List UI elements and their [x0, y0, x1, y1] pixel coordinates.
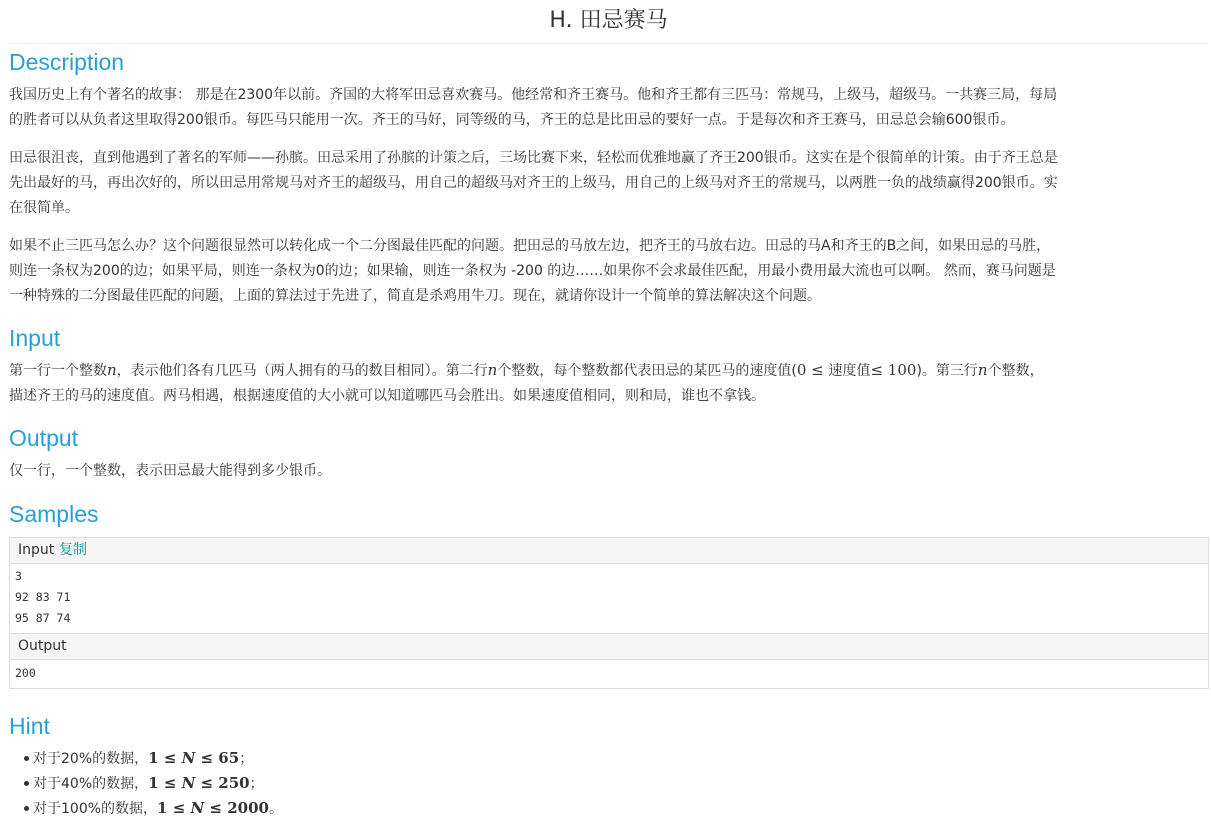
samples-panel [9, 537, 1209, 689]
description-p3-line-1: 如果不止三匹马怎么办？这个问题很显然可以转化成一个二分图最佳匹配的问题。把田忌的马放左边，把齐王的马放右边。田忌的马A和齐王的B之间，如果田忌的马胜， [9, 238, 1051, 254]
input-text-d: )。第三行 [916, 363, 978, 379]
sample-output-header [10, 633, 1208, 660]
math-zero: 0 ≤ [796, 361, 829, 379]
description-p2-line-1: 田忌很沮丧，直到他遇到了著名的军师——孙膑。田忌采用了孙膑的计策之后，三场比赛下来，轻松而优雅地赢了齐王200银币。这实在是个很简单的计策。由于齐王总是 [9, 150, 1058, 166]
samples-heading: Samples [9, 501, 99, 527]
bullet-icon [24, 781, 29, 786]
description-p1-line-1: 我国历史上有个著名的故事： 那是在2300年以前。齐国的大将军田忌喜欢赛马。他经常和齐王赛马。他和齐王都有三匹马：常规马，上级马，超级马。一共赛三局，每局 [9, 87, 1058, 103]
hint-math: ≤ 2000 [204, 799, 269, 817]
hint-math: ≤ 250 [195, 774, 250, 792]
hint-math: 1 ≤ [148, 774, 182, 792]
sample-output-line: 200 [15, 666, 36, 680]
hint-heading: Hint [9, 713, 50, 739]
output-heading: Output [9, 425, 79, 451]
sample-input-line: 3 [15, 569, 22, 583]
hint-math: ≤ 65 [195, 749, 240, 767]
math-n: n [107, 361, 117, 379]
hint-math: 1 ≤ [157, 799, 191, 817]
hint-math-var: N [190, 799, 205, 817]
hint-text: 对于40%的数据， [33, 776, 149, 792]
description-heading: Description [9, 49, 125, 75]
title-divider [9, 43, 1209, 44]
hint-math-var: N [181, 749, 196, 767]
input-text-b: ，表示他们各有几匹马（两人拥有的马的数目相同）。第二行 [116, 363, 488, 379]
description-p3-line-2: 则连一条权为200的边；如果平局，则连一条权为0的边；如果输，则连一条权为 -200 的边……如果你不会求最佳匹配，用最小费用最大流也可以啊。 然而，赛马问题是 [9, 263, 1056, 279]
hint-punct: ； [249, 776, 264, 792]
description-paragraph-3 [9, 234, 1209, 309]
description-p3-line-3: 一种特殊的二分图最佳匹配的问题，上面的算法过于先进了，简直是杀鸡用牛刀。现在，就请你设计一个简单的算法解决这个问题。 [9, 288, 821, 304]
description-p2-line-3: 在很简单。 [9, 200, 79, 216]
sample-input-label: Input [18, 542, 55, 558]
sample-input-line: 92 83 71 [15, 590, 71, 604]
description-p2-line-2: 先出最好的马，再出次好的，所以田忌用常规马对齐王的超级马，用自己的超级马对齐王的上级马，用自己的上级马对齐王的常规马，以两胜一负的战绩赢得200银币。实 [9, 175, 1058, 191]
hint-list [9, 746, 283, 821]
hint-text: 对于20%的数据， [33, 751, 149, 767]
description-paragraph-2 [9, 146, 1209, 221]
description-paragraph-1 [9, 83, 1209, 133]
description-p1-line-2: 的胜者可以从负者这里取得200银币。每匹马只能用一次。齐王的马好，同等级的马，齐王的总是比田忌的要好一点。于是每次和齐王赛马，田忌总会输600银币。 [9, 112, 1015, 128]
math-n: n [487, 361, 498, 379]
bullet-icon [24, 756, 29, 761]
input-text-speed: 速度值 [828, 363, 871, 379]
page-title: H. 田忌赛马 [549, 8, 668, 33]
bullet-icon [24, 806, 29, 811]
math-le-100: ≤ 100 [870, 361, 917, 379]
input-description [9, 358, 1209, 409]
sample-output-content[interactable] [15, 663, 36, 684]
input-text-a: 第一行一个整数 [9, 363, 107, 379]
copy-button[interactable]: 复制 [59, 542, 87, 558]
hint-math-var: N [181, 774, 196, 792]
hint-item [9, 796, 283, 821]
input-heading: Input [9, 325, 61, 351]
input-text-c: 个整数，每个整数都代表田忌的某匹马的速度值( [497, 363, 797, 379]
hint-punct: ； [239, 751, 254, 767]
hint-punct: 。 [268, 801, 283, 817]
input-description-line-1 [9, 358, 1209, 384]
input-text-e: 个整数， [987, 363, 1044, 379]
hint-item [9, 746, 283, 771]
sample-input-line: 95 87 74 [15, 611, 71, 625]
input-description-line-2: 描述齐王的马的速度值。两马相遇，根据速度值的大小就可以知道哪匹马会胜出。如果速度值相同，则和局，谁也不拿钱。 [9, 388, 765, 404]
hint-text: 对于100%的数据， [33, 801, 158, 817]
sample-output-label: Output [18, 638, 67, 654]
sample-input-content[interactable] [15, 566, 70, 629]
sample-input-header [10, 538, 1208, 564]
math-n: n [977, 361, 988, 379]
hint-math: 1 ≤ [148, 749, 182, 767]
output-description: 仅一行，一个整数，表示田忌最大能得到多少银币。 [9, 463, 331, 479]
hint-item [9, 771, 283, 796]
